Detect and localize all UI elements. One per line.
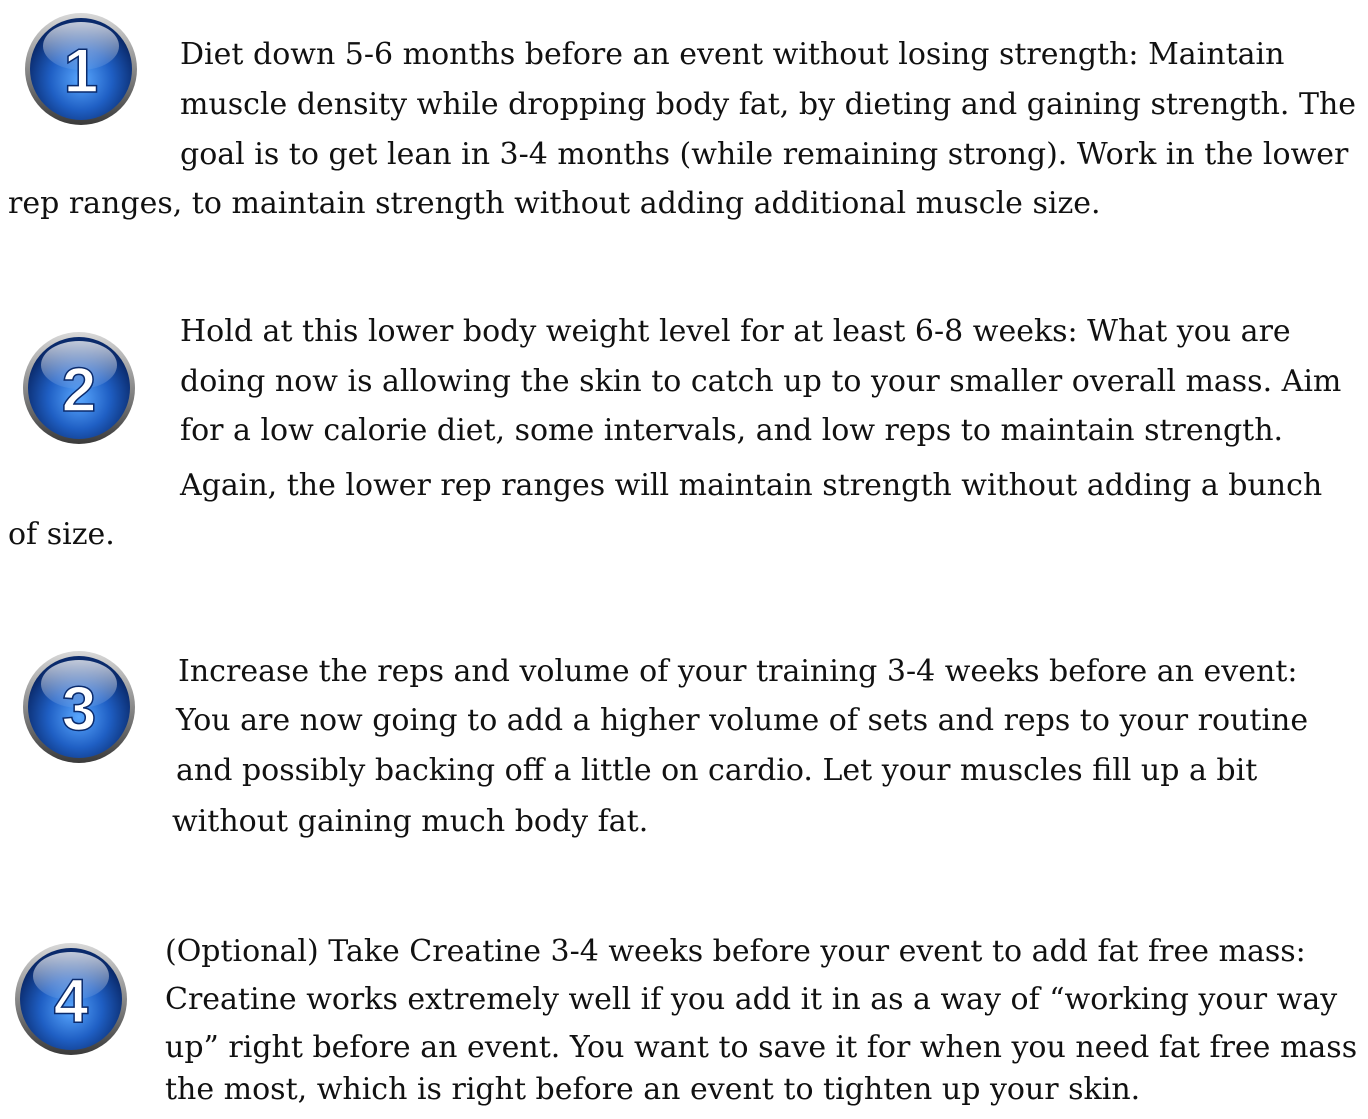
step-1-line-2: muscle density while dropping body fat, by dieting and gaining strength. The <box>180 87 1357 122</box>
number-four-badge-icon <box>12 940 130 1058</box>
number-two-badge-icon <box>20 329 138 447</box>
step-2-line-4: Again, the lower rep ranges will maintain strength without adding a bunch <box>180 468 1323 503</box>
step-3-line-1: Increase the reps and volume of your training 3-4 weeks before an event: <box>178 654 1298 689</box>
step-4-line-1: (Optional) Take Creatine 3-4 weeks before your event to add fat free mass: <box>165 934 1306 969</box>
step-1-line-1: Diet down 5-6 months before an event without losing strength: Maintain <box>180 37 1285 72</box>
step-1-line-3: goal is to get lean in 3-4 months (while remaining strong). Work in the lower <box>180 137 1349 172</box>
step-4-line-3: up” right before an event. You want to save it for when you need fat free mass <box>165 1030 1358 1065</box>
step-2-line-1: Hold at this lower body weight level for at least 6-8 weeks: What you are <box>180 314 1291 349</box>
svg-text:4: 4 <box>53 967 89 1036</box>
svg-text:2: 2 <box>61 356 97 425</box>
step-3 <box>0 640 1368 870</box>
step-2-line-5: of size. <box>8 517 115 552</box>
step-3-line-4: without gaining much body fat. <box>172 804 649 839</box>
svg-text:3: 3 <box>61 675 97 744</box>
number-one-badge-icon <box>22 10 140 128</box>
step-3-line-3: and possibly backing off a little on cardio. Let your muscles fill up a bit <box>176 753 1258 788</box>
step-2-line-3: for a low calorie diet, some intervals, and low reps to maintain strength. <box>180 413 1284 448</box>
step-2 <box>0 300 1368 570</box>
step-4 <box>0 920 1368 1119</box>
step-3-line-2: You are now going to add a higher volume of sets and reps to your routine <box>176 703 1309 738</box>
step-1 <box>0 0 1368 230</box>
number-three-badge-icon <box>20 648 138 766</box>
step-1-line-4: rep ranges, to maintain strength without adding additional muscle size. <box>8 186 1101 221</box>
step-4-line-4: the most, which is right before an event to tighten up your skin. <box>165 1072 1141 1107</box>
step-2-line-2: doing now is allowing the skin to catch up to your smaller overall mass. Aim <box>180 364 1342 399</box>
svg-text:1: 1 <box>63 37 99 106</box>
step-4-line-2: Creatine works extremely well if you add it in as a way of “working your way <box>165 982 1338 1017</box>
